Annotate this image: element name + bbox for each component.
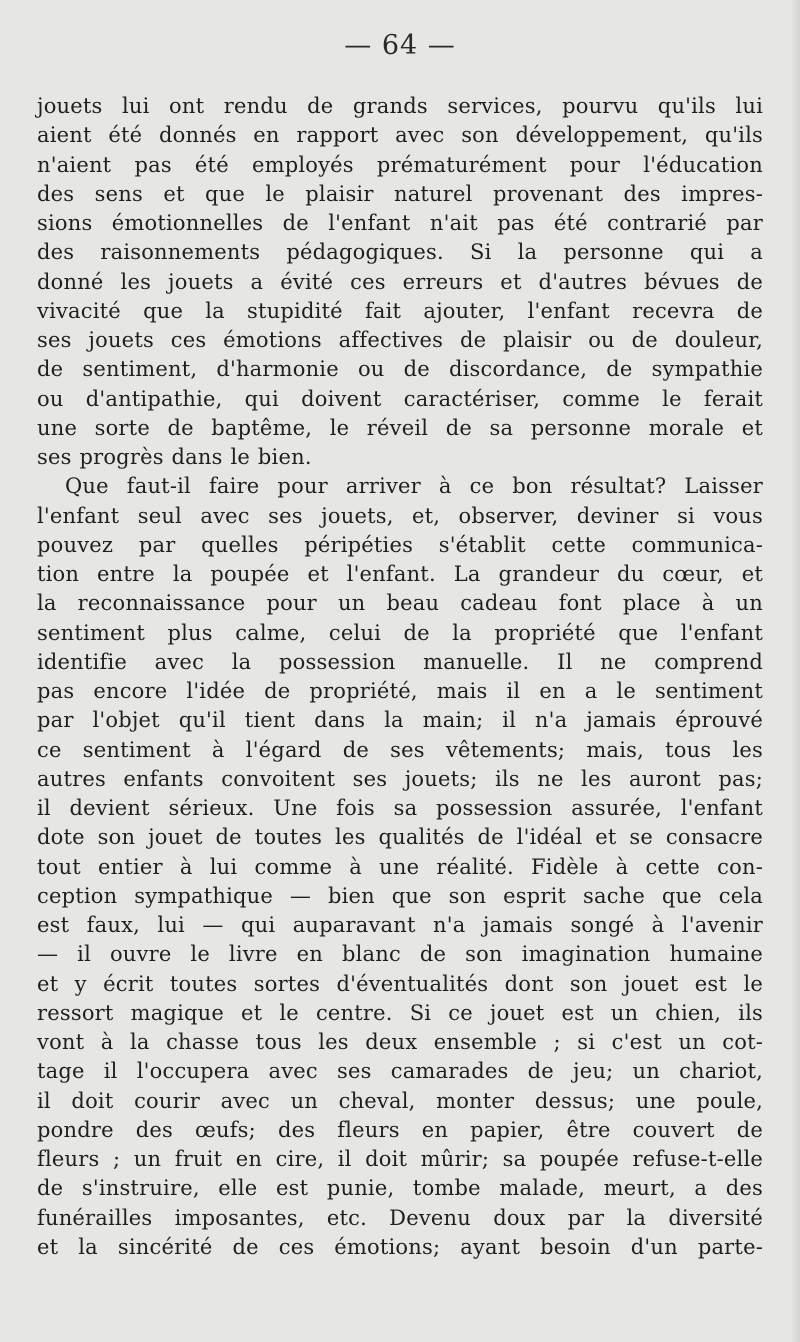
- text-line: et y écrit toutes sortes d'éventualités dont son jouet est le: [37, 971, 763, 996]
- text-line: identifie avec la possession manuelle. Il ne comprend: [37, 649, 763, 674]
- text-line: dote son jouet de toutes les qualités de l'idéal et se consacre: [37, 825, 763, 850]
- text-line: par l'objet qu'il tient dans la main; il n'a jamais éprouvé: [37, 708, 763, 733]
- text-line: n'aient pas été employés prématurément pour l'éducation: [37, 152, 763, 177]
- text-line: aient été donnés en rapport avec son développement, qu'ils: [37, 123, 763, 148]
- text-line: des sens et que le plaisir naturel provenant des impres-: [37, 181, 763, 206]
- text-line: pouvez par quelles péripéties s'établit cette communica-: [37, 532, 763, 557]
- page-number: — 64 —: [344, 30, 456, 61]
- text-line: tout entier à lui comme à une réalité. Fidèle à cette con-: [37, 854, 763, 879]
- page-edge-shadow: [790, 0, 800, 1342]
- text-line: la reconnaissance pour un beau cadeau font place à un: [37, 591, 763, 616]
- text-line: vont à la chasse tous les deux ensemble ; si c'est un cot-: [37, 1030, 763, 1054]
- text-line: Que faut-il faire pour arriver à ce bon résultat? Laisser: [65, 474, 763, 499]
- body-text: [37, 92, 763, 1262]
- text-line: ses progrès dans le bien.: [37, 445, 312, 469]
- text-line: est faux, lui — qui auparavant n'a jamais songé à l'avenir: [37, 913, 763, 937]
- text-line: — il ouvre le livre en blanc de son imagination humaine: [37, 942, 763, 967]
- text-line: ou d'antipathie, qui doivent caractériser, comme le ferait: [37, 386, 763, 411]
- text-line: pas encore l'idée de propriété, mais il en a le sentiment: [37, 679, 763, 703]
- text-line: sions émotionnelles de l'enfant n'ait pas été contrarié par: [37, 211, 763, 235]
- text-line: ressort magique et le centre. Si ce jouet est un chien, ils: [37, 1000, 763, 1025]
- text-line: autres enfants convoitent ses jouets; ils ne les auront pas;: [37, 766, 763, 791]
- text-line: fleurs ; un fruit en cire, il doit mûrir; sa poupée refuse-t-elle: [37, 1147, 763, 1171]
- text-line: il devient sérieux. Une fois sa possession assurée, l'enfant: [37, 796, 763, 820]
- text-line: ception sympathique — bien que son esprit sache que cela: [37, 883, 763, 908]
- text-line: de sentiment, d'harmonie ou de discordance, de sympathie: [37, 357, 763, 382]
- text-line: et la sincérité de ces émotions; ayant besoin d'un parte-: [37, 1234, 763, 1259]
- text-line: ses jouets ces émotions affectives de plaisir ou de douleur,: [37, 328, 763, 352]
- text-line: jouets lui ont rendu de grands services, pourvu qu'ils lui: [37, 94, 763, 118]
- text-line: l'enfant seul avec ses jouets, et, observer, deviner si vous: [37, 503, 763, 528]
- text-line: donné les jouets a évité ces erreurs et d'autres bévues de: [37, 269, 763, 294]
- text-line: il doit courir avec un cheval, monter dessus; une poule,: [37, 1088, 763, 1113]
- text-line: vivacité que la stupidité fait ajouter, l'enfant recevra de: [37, 298, 763, 323]
- text-line: pondre des œufs; des fleurs en papier, être couvert de: [37, 1117, 763, 1142]
- text-line: une sorte de baptême, le réveil de sa personne morale et: [37, 415, 763, 440]
- text-line: de s'instruire, elle est punie, tombe malade, meurt, a des: [37, 1176, 763, 1201]
- text-line: sentiment plus calme, celui de la propriété que l'enfant: [37, 620, 763, 645]
- text-line: tage il l'occupera avec ses camarades de jeu; un chariot,: [37, 1059, 763, 1084]
- text-line: funérailles imposantes, etc. Devenu doux par la diversité: [37, 1205, 763, 1230]
- text-line: ce sentiment à l'égard de ses vêtements; mais, tous les: [37, 737, 763, 762]
- text-line: des raisonnements pédagogiques. Si la personne qui a: [37, 240, 763, 265]
- text-line: tion entre la poupée et l'enfant. La grandeur du cœur, et: [37, 562, 763, 586]
